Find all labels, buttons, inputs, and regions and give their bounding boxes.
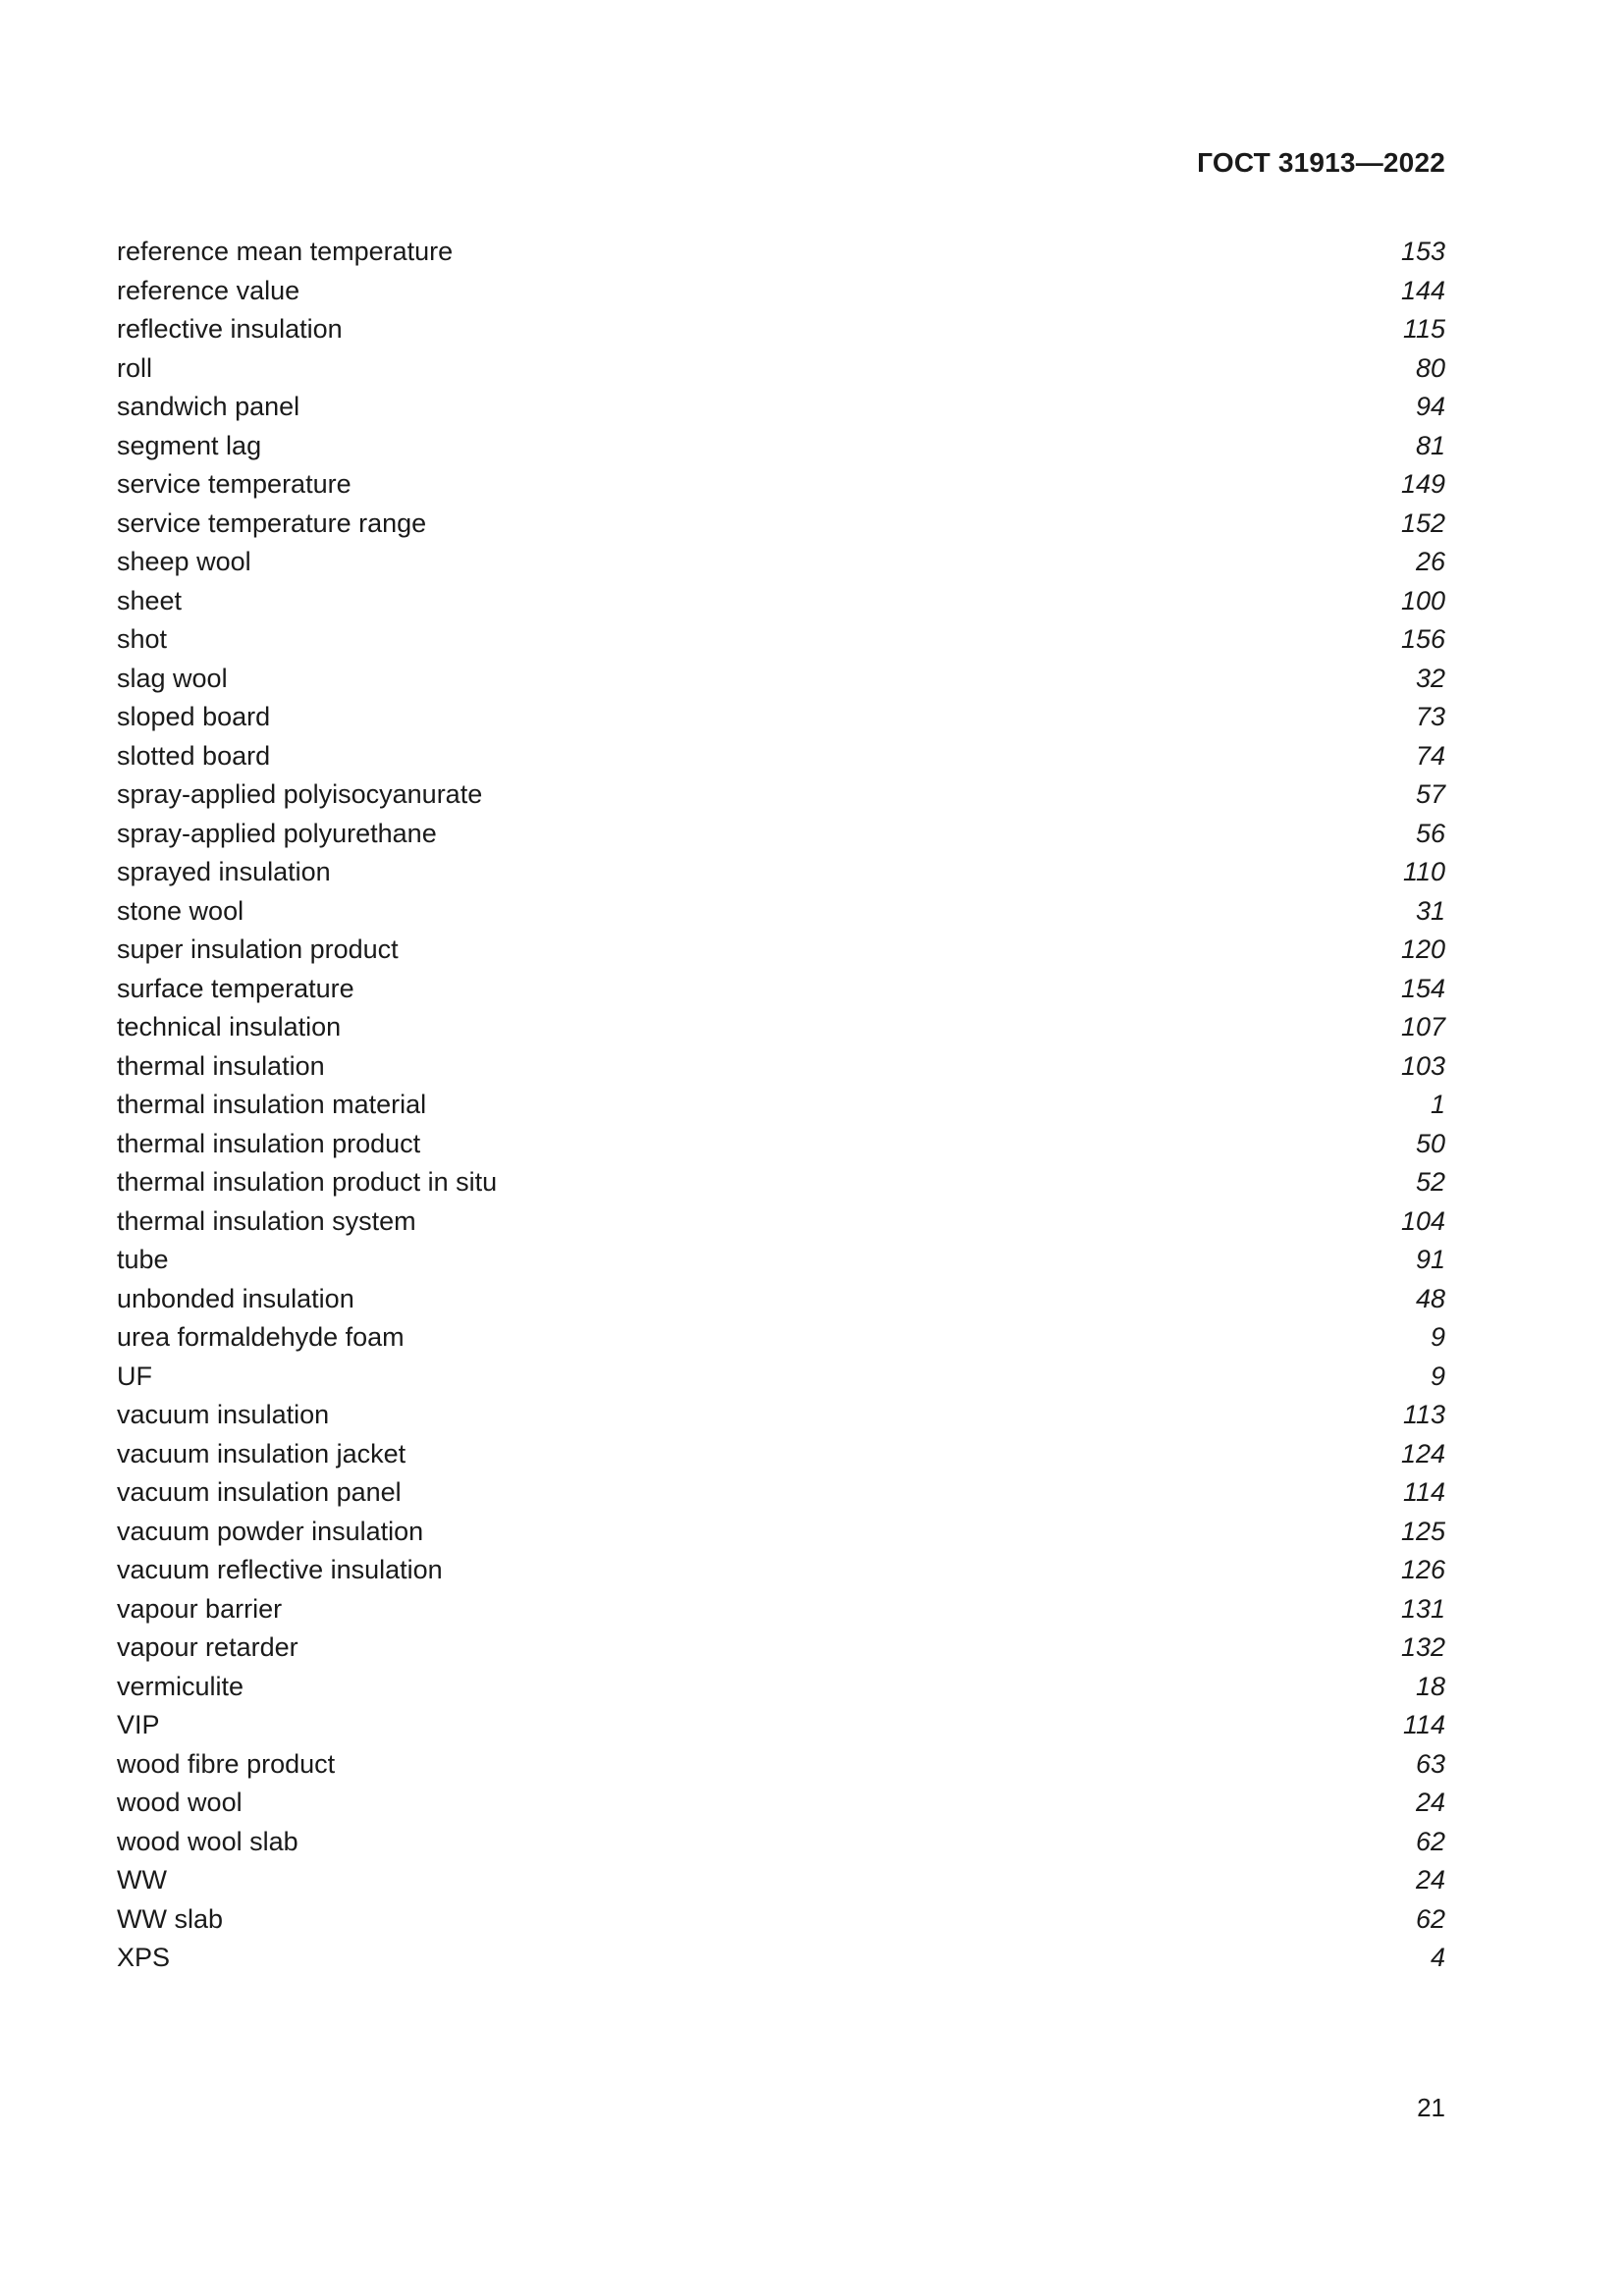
index-term: reference mean temperature bbox=[117, 237, 454, 266]
index-entry bbox=[117, 1939, 1445, 1978]
index-term: vapour barrier bbox=[117, 1593, 283, 1624]
index-term: reflective insulation bbox=[117, 314, 343, 344]
index-term-number: 52 bbox=[1415, 1167, 1445, 1197]
index-term: segment lag bbox=[117, 430, 262, 460]
index-term-number: 80 bbox=[1415, 352, 1445, 383]
index-term-number: 120 bbox=[1400, 934, 1445, 964]
index-entry bbox=[117, 233, 1445, 272]
index-entry bbox=[117, 1318, 1445, 1358]
index-term-number: 4 bbox=[1430, 1943, 1445, 1972]
index-term-number: 81 bbox=[1415, 430, 1445, 460]
index-term-number: 115 bbox=[1402, 314, 1445, 344]
index-term-number: 74 bbox=[1415, 740, 1445, 771]
index-term-number: 91 bbox=[1415, 1245, 1445, 1274]
index-term: sandwich panel bbox=[117, 392, 300, 421]
index-term: WW bbox=[117, 1865, 167, 1895]
page-number: 21 bbox=[1417, 2093, 1445, 2122]
index-entry bbox=[117, 465, 1445, 505]
index-term: VIP bbox=[117, 1710, 160, 1739]
index-entry bbox=[117, 1900, 1445, 1940]
index-term-number: 114 bbox=[1402, 1477, 1445, 1507]
index-term-number: 24 bbox=[1415, 1865, 1445, 1895]
index-entry bbox=[117, 1047, 1445, 1087]
index-term-number: 48 bbox=[1415, 1283, 1445, 1313]
index-term: unbonded insulation bbox=[117, 1283, 354, 1313]
index-entry bbox=[117, 1008, 1445, 1047]
index-term: service temperature range bbox=[117, 507, 427, 538]
index-term-number: 132 bbox=[1400, 1632, 1445, 1662]
index-term: shot bbox=[117, 624, 168, 654]
index-term: thermal insulation system bbox=[117, 1205, 416, 1236]
index-term: wood wool slab bbox=[117, 1826, 298, 1856]
index-term: reference value bbox=[117, 275, 300, 305]
index-entry bbox=[117, 1125, 1445, 1164]
index-term-number: 94 bbox=[1415, 392, 1445, 421]
index-term-number: 9 bbox=[1430, 1322, 1445, 1352]
index-term-number: 114 bbox=[1402, 1710, 1445, 1739]
index-entry bbox=[117, 1590, 1445, 1629]
index-term: vacuum insulation jacket bbox=[117, 1438, 406, 1468]
index-term: sloped board bbox=[117, 702, 271, 731]
index-term: roll bbox=[117, 352, 153, 383]
index-entry bbox=[117, 1280, 1445, 1319]
index-entry bbox=[117, 1202, 1445, 1242]
index-entry bbox=[117, 620, 1445, 660]
term-index-list bbox=[117, 233, 1445, 1978]
index-entry bbox=[117, 1745, 1445, 1785]
index-term: thermal insulation product bbox=[117, 1128, 421, 1158]
document-standard-header: ГОСТ 31913—2022 bbox=[1197, 147, 1445, 178]
index-term-number: 31 bbox=[1415, 895, 1445, 926]
index-term-number: 152 bbox=[1400, 507, 1445, 538]
index-entry bbox=[117, 1706, 1445, 1745]
index-term-number: 124 bbox=[1400, 1438, 1445, 1468]
index-entry bbox=[117, 505, 1445, 544]
index-entry bbox=[117, 1861, 1445, 1900]
index-term: UF bbox=[117, 1361, 152, 1391]
index-term: thermal insulation bbox=[117, 1050, 325, 1081]
index-term-number: 110 bbox=[1402, 857, 1445, 886]
index-term: technical insulation bbox=[117, 1012, 342, 1041]
index-term: sheep wool bbox=[117, 547, 251, 576]
index-term: slag wool bbox=[117, 663, 228, 693]
index-term-number: 104 bbox=[1400, 1205, 1445, 1236]
index-entry bbox=[117, 698, 1445, 737]
index-term-number: 100 bbox=[1400, 585, 1445, 615]
index-term: vacuum powder insulation bbox=[117, 1516, 424, 1546]
index-entry bbox=[117, 1668, 1445, 1707]
index-term-number: 50 bbox=[1415, 1128, 1445, 1158]
index-term: tube bbox=[117, 1245, 169, 1274]
index-term-number: 103 bbox=[1400, 1050, 1445, 1081]
index-term: slotted board bbox=[117, 740, 271, 771]
index-entry bbox=[117, 1784, 1445, 1823]
index-entry bbox=[117, 660, 1445, 699]
index-entry bbox=[117, 1551, 1445, 1590]
index-term: wood wool bbox=[117, 1788, 243, 1817]
index-entry bbox=[117, 543, 1445, 582]
index-term: vacuum insulation panel bbox=[117, 1477, 402, 1507]
index-entry bbox=[117, 1396, 1445, 1435]
index-entry bbox=[117, 388, 1445, 427]
index-entry bbox=[117, 737, 1445, 776]
index-entry bbox=[117, 1163, 1445, 1202]
index-term: vacuum insulation bbox=[117, 1400, 330, 1429]
index-term-number: 18 bbox=[1415, 1671, 1445, 1701]
index-entry bbox=[117, 1086, 1445, 1125]
index-term-number: 62 bbox=[1415, 1826, 1445, 1856]
index-entry bbox=[117, 853, 1445, 892]
index-term: vacuum reflective insulation bbox=[117, 1555, 443, 1584]
index-term-number: 24 bbox=[1415, 1788, 1445, 1817]
index-entry bbox=[117, 1241, 1445, 1280]
index-term-number: 62 bbox=[1415, 1903, 1445, 1934]
index-entry bbox=[117, 349, 1445, 389]
index-term-number: 32 bbox=[1415, 663, 1445, 693]
index-term-number: 154 bbox=[1400, 973, 1445, 1003]
index-term-number: 113 bbox=[1402, 1400, 1445, 1429]
index-entry bbox=[117, 1513, 1445, 1552]
index-term-number: 57 bbox=[1415, 779, 1445, 809]
index-term: spray-applied polyurethane bbox=[117, 818, 437, 848]
index-term: sprayed insulation bbox=[117, 857, 331, 886]
index-term: thermal insulation product in situ bbox=[117, 1167, 498, 1197]
index-term-number: 131 bbox=[1400, 1593, 1445, 1624]
index-term-number: 1 bbox=[1430, 1090, 1445, 1119]
index-term-number: 156 bbox=[1400, 624, 1445, 654]
index-term: surface temperature bbox=[117, 973, 354, 1003]
index-term: vermiculite bbox=[117, 1671, 244, 1701]
index-term-number: 149 bbox=[1400, 469, 1445, 499]
index-entry bbox=[117, 931, 1445, 970]
index-entry bbox=[117, 1473, 1445, 1513]
index-term: WW slab bbox=[117, 1903, 223, 1934]
index-entry bbox=[117, 892, 1445, 932]
index-term: service temperature bbox=[117, 469, 352, 499]
index-term: XPS bbox=[117, 1943, 171, 1972]
index-term: vapour retarder bbox=[117, 1632, 298, 1662]
index-entry bbox=[117, 815, 1445, 854]
index-term-number: 26 bbox=[1415, 547, 1445, 576]
index-term: spray-applied polyisocyanurate bbox=[117, 779, 483, 809]
index-entry bbox=[117, 272, 1445, 311]
index-term: stone wool bbox=[117, 895, 244, 926]
index-term-number: 107 bbox=[1400, 1012, 1445, 1041]
index-term-number: 125 bbox=[1400, 1516, 1445, 1546]
index-entry bbox=[117, 1358, 1445, 1397]
index-entry bbox=[117, 310, 1445, 349]
index-entry bbox=[117, 582, 1445, 621]
index-term: urea formaldehyde foam bbox=[117, 1322, 405, 1352]
index-term-number: 144 bbox=[1400, 275, 1445, 305]
index-term: thermal insulation material bbox=[117, 1090, 427, 1119]
index-entry bbox=[117, 775, 1445, 815]
index-term-number: 126 bbox=[1400, 1555, 1445, 1584]
index-entry bbox=[117, 970, 1445, 1009]
index-term-number: 73 bbox=[1415, 702, 1445, 731]
index-term-number: 63 bbox=[1415, 1748, 1445, 1779]
index-term-number: 56 bbox=[1415, 818, 1445, 848]
index-term: sheet bbox=[117, 585, 183, 615]
index-entry bbox=[117, 427, 1445, 466]
index-term: super insulation product bbox=[117, 934, 399, 964]
index-entry bbox=[117, 1823, 1445, 1862]
index-entry bbox=[117, 1629, 1445, 1668]
index-term: wood fibre product bbox=[117, 1748, 336, 1779]
index-term-number: 9 bbox=[1430, 1361, 1445, 1391]
index-term-number: 153 bbox=[1400, 237, 1445, 266]
index-entry bbox=[117, 1435, 1445, 1474]
